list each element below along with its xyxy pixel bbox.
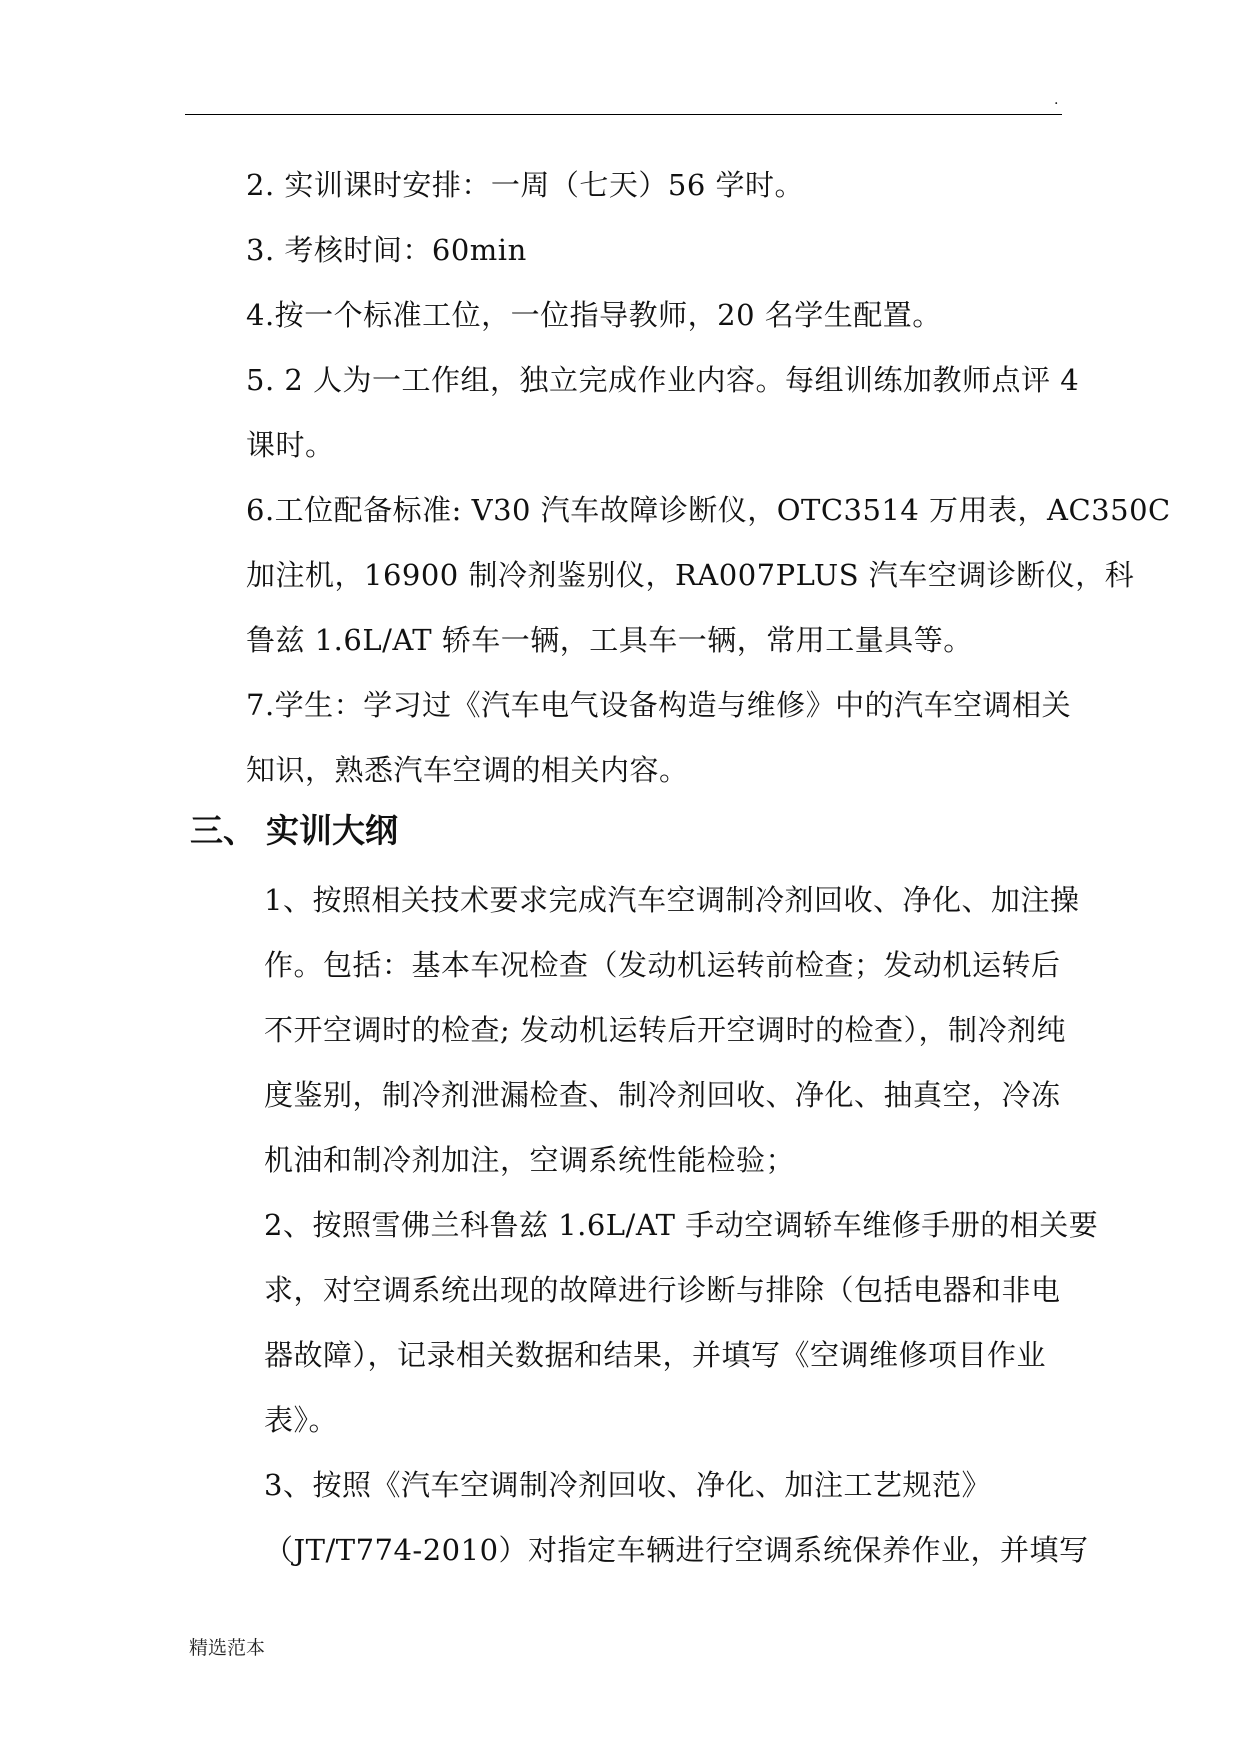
outline-item-1-line-5: 机油和制冷剂加注，空调系统性能检验；: [264, 1143, 796, 1177]
item-students-line-1: 7.学生：学习过《汽车电气设备构造与维修》中的汽车空调相关: [246, 688, 1072, 722]
item-group-line-2: 课时。: [246, 428, 335, 462]
outline-item-2-line-4: 表》。: [264, 1403, 339, 1437]
item-equipment-line-2: 加注机，16900 制冷剂鉴别仪，RA007PLUS 汽车空调诊断仪，科: [246, 558, 1135, 592]
item-equipment-line-3: 鲁兹 1.6L/AT 轿车一辆，工具车一辆，常用工量具等。: [246, 623, 973, 657]
item-equipment-line-1: 6.工位配备标准: V30 汽车故障诊断仪，OTC3514 万用表，AC350C: [246, 493, 1171, 527]
outline-item-3-line-1: 3、按照《汽车空调制冷剂回收、净化、加注工艺规范》: [264, 1468, 991, 1502]
outline-item-1-line-2: 作。包括：基本车况检查（发动机运转前检查；发动机运转后: [264, 948, 1061, 982]
outline-item-1-line-1: 1、按照相关技术要求完成汽车空调制冷剂回收、净化、加注操: [264, 883, 1080, 917]
outline-item-3-line-2: （JT/T774-2010）对指定车辆进行空调系统保养作业，并填写: [264, 1533, 1089, 1567]
item-students-line-2: 知识，熟悉汽车空调的相关内容。: [246, 753, 689, 787]
outline-item-2-line-3: 器故障），记录相关数据和结果，并填写《空调维修项目作业: [264, 1338, 1047, 1372]
outline-item-1-line-3: 不开空调时的检查; 发动机运转后开空调时的检查），制冷剂纯: [264, 1013, 1066, 1047]
item-exam-time: 3. 考核时间：60min: [246, 233, 527, 267]
outline-item-2-line-1: 2、按照雪佛兰科鲁兹 1.6L/AT 手动空调轿车维修手册的相关要: [264, 1208, 1099, 1242]
outline-item-2-line-2: 求，对空调系统出现的故障进行诊断与排除（包括电器和非电: [264, 1273, 1061, 1307]
section-number: 三、: [190, 811, 256, 850]
section-heading: [190, 806, 398, 856]
header-rule: [185, 114, 1062, 115]
header-mark: .: [1054, 92, 1059, 108]
item-station-config: 4.按一个标准工位，一位指导教师，20 名学生配置。: [246, 298, 942, 332]
footer-text: 精选范本: [189, 1637, 266, 1659]
item-group-line-1: 5. 2 人为一工作组，独立完成作业内容。每组训练加教师点评 4: [246, 363, 1080, 397]
outline-item-1-line-4: 度鉴别，制冷剂泄漏检查、制冷剂回收、净化、抽真空，冷冻: [264, 1078, 1061, 1112]
item-class-hours: 2. 实训课时安排：一周（七天）56 学时。: [246, 168, 805, 202]
section-title: 实训大纲: [266, 811, 398, 850]
